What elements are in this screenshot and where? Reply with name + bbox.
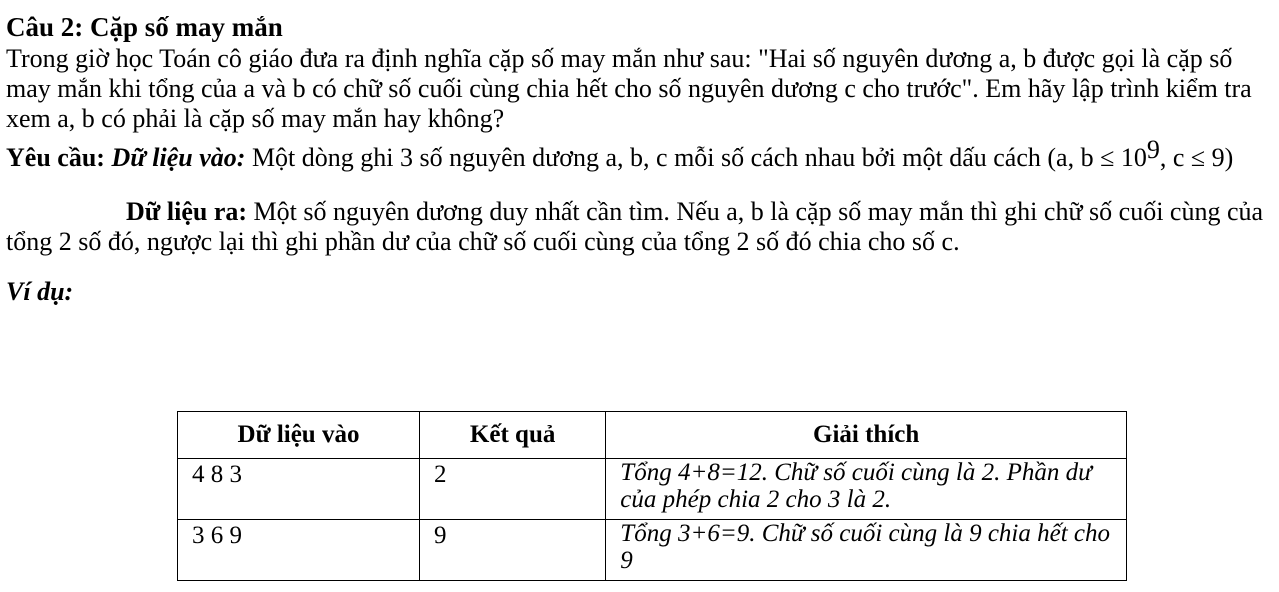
header-input: Dữ liệu vào [178,412,420,459]
problem-intro: Trong giờ học Toán cô giáo đưa ra định nghĩa cặp số may mắn như sau: "Hai số nguyên dương a, b được gọi là cặp số may mắn khi tổng của a và b có chữ số cuối cùng chia hết cho số nguyên dương c cho trước". Em hãy lập trình kiểm tra xem a, b có phải là cặp số may mắn hay không? [6,44,1252,133]
cell-input: 4 8 3 [178,459,420,520]
input-label: Dữ liệu vào: [111,143,246,172]
input-text: Một dòng ghi 3 số nguyên dương a, b, c mỗi số cách nhau bởi một dấu cách (a, b ≤ 10 [245,143,1147,172]
example-table [177,411,1127,581]
cell-explanation: Tổng 3+6=9. Chữ số cuối cùng là 9 chia hết cho 9 [606,520,1127,581]
cell-result: 9 [419,520,605,581]
document-page [6,0,1276,307]
table-row [178,459,1127,520]
output-text: Một số nguyên dương duy nhất cần tìm. Nếu a, b là cặp số may mắn thì ghi chữ số cuối cùng của tổng 2 số đó, ngược lại thì ghi phần dư của chữ số cuối cùng của tổng 2 số đó chia cho số c. [6,197,1264,256]
output-label: Dữ liệu ra: [126,197,248,226]
problem-title: Câu 2: Cặp số may mắn [6,12,283,42]
header-explanation: Giải thích [606,412,1127,459]
table-header-row [178,412,1127,459]
output-paragraph [6,197,1276,257]
cell-explanation: Tổng 4+8=12. Chữ số cuối cùng là 2. Phần dư của phép chia 2 cho 3 là 2. [606,459,1127,520]
cell-input: 3 6 9 [178,520,420,581]
table-row [178,520,1127,581]
requirement-paragraph [6,135,1276,173]
input-exponent: 9 [1146,135,1160,164]
header-result: Kết quả [419,412,605,459]
requirement-label: Yêu cầu: [6,143,105,172]
example-label: Ví dụ: [6,277,74,306]
input-text-end: , c ≤ 9) [1159,143,1234,172]
cell-result: 2 [419,459,605,520]
